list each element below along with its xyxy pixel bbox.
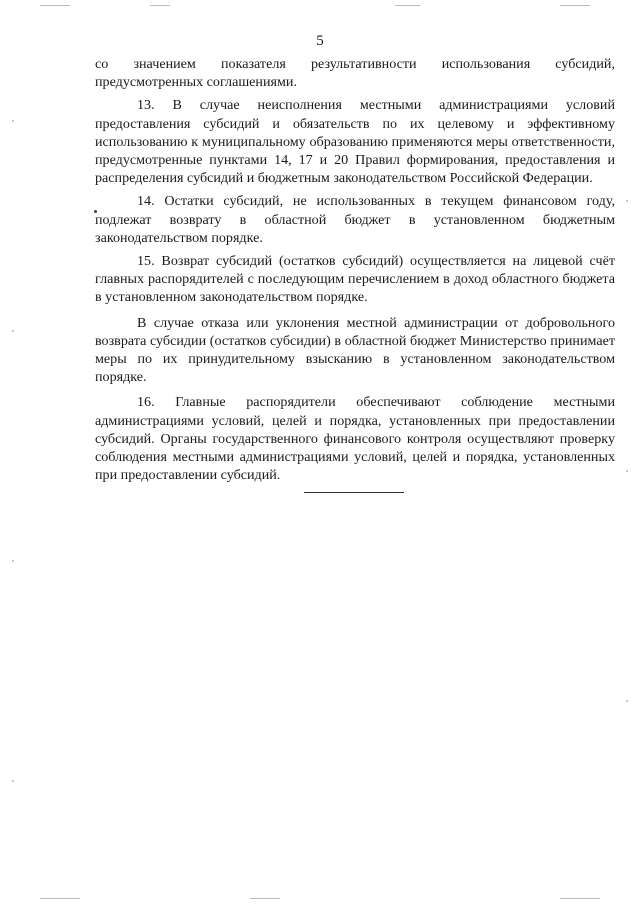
scan-artifact bbox=[150, 5, 170, 6]
document-body bbox=[95, 55, 615, 489]
paragraph-16: 16. Главные распорядители обеспечивают соблюдение местными администрациями условий, целей и порядка, установленных при предоставлении субсидий. Органы государственного финансового контроля осуществляют проверку соблюдения местными администрациями условий, целей и порядка, установленных при предоставлении субсидий. bbox=[95, 394, 615, 484]
paragraph-continuation: со значением показателя результативности использования субсидий, предусмотренных соглашениями. bbox=[95, 56, 615, 91]
scan-artifact bbox=[40, 5, 70, 6]
paragraph-14: 14. Остатки субсидий, не использованных в текущем финансовом году, подлежат возврату в областной бюджет в установленном бюджетным законодательством порядке. bbox=[95, 193, 615, 246]
paragraph-13: 13. В случае неисполнения местными администрациями условий предоставления субсидий и обязательств по их целевому и эффективному использованию к муниципальному образованию применяются меры ответственности, предусмотренные пунктами 14, 17 и 20 Правил формирования, предоставления и распределения субсидий и бюджетным законодательством Российской Федерации. bbox=[95, 97, 615, 187]
scan-artifact bbox=[12, 780, 14, 782]
closing-rule bbox=[304, 492, 404, 493]
scan-artifact bbox=[560, 898, 600, 899]
scan-artifact bbox=[250, 898, 280, 899]
scan-artifact bbox=[12, 330, 14, 332]
scan-artifact bbox=[395, 5, 420, 6]
page-number: 5 bbox=[316, 33, 324, 49]
scan-artifact bbox=[40, 898, 80, 899]
scan-artifact bbox=[626, 700, 628, 702]
paragraph-15: 15. Возврат субсидий (остатков субсидий) осуществляется на лицевой счёт главных распорядителей с последующим перечислением в доход областного бюджета в установленном законодательством порядке. bbox=[95, 253, 615, 306]
scan-artifact bbox=[12, 560, 14, 562]
scan-artifact bbox=[12, 120, 14, 122]
scan-artifact bbox=[626, 470, 628, 472]
scan-artifact bbox=[626, 200, 628, 202]
scan-artifact bbox=[560, 5, 590, 6]
paragraph-refusal: В случае отказа или уклонения местной администрации от добровольного возврата субсидии (остатков субсидии) в областной бюджет Министерство принимает меры по их принудительному взысканию в установленном законодательством порядке. bbox=[95, 314, 615, 386]
